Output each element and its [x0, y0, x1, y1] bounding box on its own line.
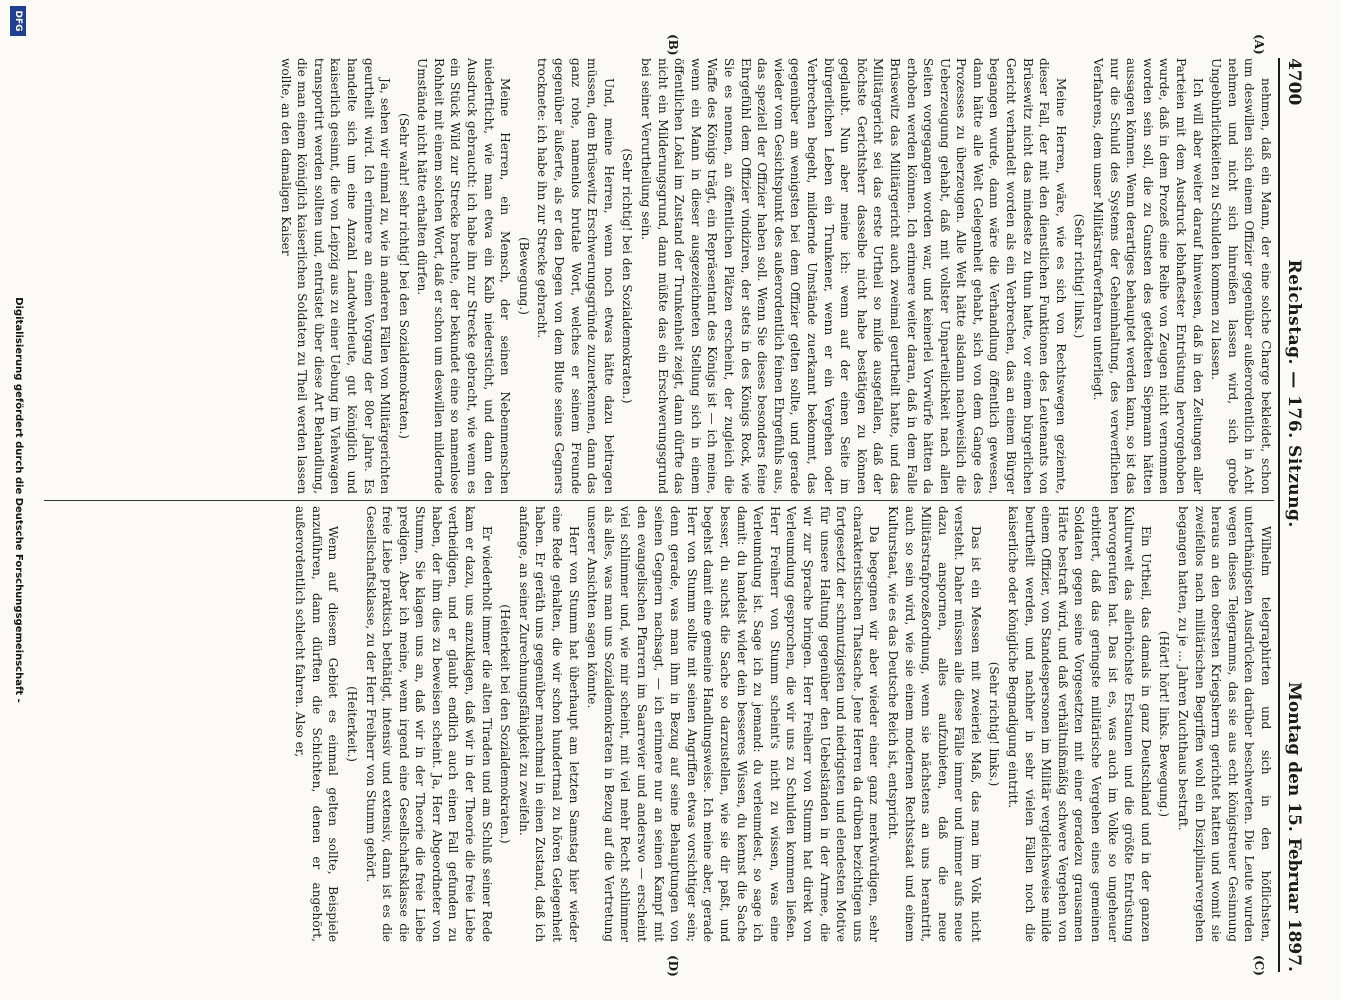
margin-marker-b: (B): [666, 34, 680, 56]
page-date: Montag den 15. Februar 1897.: [1284, 682, 1304, 972]
page-title: Reichstag. — 176. Sitzung.: [1284, 259, 1304, 528]
left-column: [44, 58, 1274, 494]
paragraph: Das ist ein Messen mit zweierlei Maß, das man im Volk nicht versteht. Daher müssen alle diese Fälle immer und immer aufs neue dazu anspornen, alles aufzubieten, daß die neue Militärstrafprozeßordnung, wenn sie nächstens an uns herantritt, auch so sein wird, wie sie einem modernen Rechtsstaat und einem Kulturstaat, wie es das Deutsche Reich ist, entspricht.: [885, 506, 983, 942]
margin-marker-c: (C): [1252, 955, 1266, 976]
dfg-logo: DFG: [10, 6, 26, 36]
interjection: (Heiterkeit.): [344, 686, 359, 762]
paragraph: Meine Herren, ein Mensch, der seinen Nebenmenschen niederfticht, wie man etwa ein Kalb niedersticht, und dann den Ausdruck gebraucht: ich habe ihn zur Strecke gebracht, wie wenn es ein Stück Wild zur Strecke brachte, der bekundet eine so namenlose Rohheit mit einem solchen Wort, daß er schon um deswillen mildernde Umstände nicht hätte erhalten dürfen.: [415, 58, 513, 494]
page-number: 4700: [1284, 58, 1304, 106]
margin-marker-a: (A): [1252, 34, 1266, 55]
paragraph: Er wiederholt immer die alten Tiraden und am Schluß seiner Rede kam er dazu, uns anzuklagen, daß wir in der Theorie die freie Liebe vertheidigen, und er glaubt endlich auch einen Fall gefunden zu haben, der ihm dies zu beweisen scheint. Ja, Herr Abgeordneter von Stumm, Sie klagen uns an, daß wir in der Theorie die freie Liebe predigen. Aber ich meine, wenn irgend eine Gesellschaftsklasse die freie Liebe praktisch bethätigt, intensiv und extensiv, dann ist es die Gesellschaftsklasse, zu der Herr Freiherr von Stumm gehört.: [363, 506, 494, 942]
paragraph: nehmen, daß ein Mann, der eine solche Charge bekleidet, schon um deswillen sich einem Offizier gegenüber außerordentlich in Acht nehmen und nicht sich hinreißen lassen wird, sich grobe Ungebührlichkeiten zu Schulden kommen zu lassen.: [1209, 58, 1273, 494]
column-divider: [44, 500, 1274, 501]
paragraph: Wenn auf diesem Gebiet es einmal gelten sollte, Beispiele anzuführen, dann dürften die Schichten, denen er angehört, außerordentlich schlecht fahren. Also er,: [293, 506, 341, 942]
paragraph: Wilhelm telegraphirten und sich in den höflichsten, unterthänigsten Ausdrücken darüber beschwerten. Die Leute wurden wegen dieses Telegramms, das sie aus echt königstreuer Gesinnung heraus an den obersten Kriegsherrn gerichtet hatten und womit sie zweifellos nach militärischen Begriffen wohl ein Disziplinarvergehen begangen hatten, zu je ... Jahren Zuchthaus bestraft.: [1176, 506, 1273, 942]
paragraph: Ja, sehen wir einmal zu, wie in anderen Fällen von Militärgerichten geurtheilt wird. Ich erinnere an einen Vorgang der 80er Jahre. Es handelte sich um eine Anzahl Landwehrleute, gut königlich und kaiserlich gesinnt, die von Leipzig aus zu einer Uebung im Viehwagen transportirt werden sollten und, entrüstet über diese Art Behandlung, die man einem königlich kaiserlichen Soldaten zu Theil werden lassen wollte, an den damaligen Kaiser: [278, 58, 393, 494]
paragraph: Und, meine Herren, wenn noch etwas hätte dazu beitragen müssen, dem Brüsewitz Erschwerungsgründe zuzuerkennen, dann das ganz rohe, namenlos brutale Wort, welches er seinem Freunde gegenüber äußerte, als er den Degen von dem Blute seines Gegners trocknete: ich habe ihn zur Strecke gebracht.: [535, 58, 616, 494]
paragraph: Ich will aber weiter darauf hinweisen, daß in den Zeitungen aller Parteien mit dem Ausdruck lebhaftester Entrüstung hervorgehoben wurde, daß in dem Prozeß eine Reihe von Zeugen nicht vernommen worden sein soll, die zu Gunsten des getödteten Siepmann hätten aussagen können. Wenn derartiges behauptet werden kann, so ist das nur die Schuld des Systems der Geheimhaltung, des verwerflichen Verfahrens, dem unser Militärstrafverfahren unterliegt.: [1091, 58, 1205, 494]
margin-marker-d: (D): [666, 955, 680, 977]
paragraph: Da begegnen wir aber wieder einer ganz merkwürdigen, sehr charakteristischen Thatsache. Jene Herren da drüben bezichtigen uns fortgesetzt der schmutzigsten und niedrigsten und elendesten Motive für unsere Haltung gegenüber den Uebelständen in der Armee, die wir zur Sprache bringen. Herr Freiherr von Stumm hat direkt von Verleumdung gesprochen, die wir uns zu Schulden kommen ließen. Herr Freiherr von Stumm scheint's nicht zu wissen, was eine Verleumdung ist. Sage ich zu jemand: du verleumdest, so sage ich damit: du handelst wider dein besseres Wissen, du kennst die Sache besser, du suchst die Sache so darzustellen, wie sie dir paßt, und begehst damit eine gemeine Handlungsweise. Ich meine aber, gerade Herr von Stumm sollte mit seinen Angriffen etwas vorsichtiger sein; denn gerade, was man ihm in Bezug auf seine Behauptungen von seinen Gegnern nachsagt, — ich erinnere nur an seinen Kampf mit den evangelischen Pfarrern im Saarrevier und anderswo — erscheint viel schlimmer und, wie mir scheint, mit viel mehr Recht schlimmer als alles, was man uns Sozialdemokraten in Bezug auf die Vertretung unserer Ansichten sagen könnte.: [585, 506, 882, 942]
right-column: [44, 506, 1274, 942]
interjection: (Sehr richtig! bei den Sozialdemokraten.): [620, 148, 635, 404]
funding-notice: Digitalisierung gefördert durch die Deutsche Forschungsgemeinschaft -: [13, 297, 24, 703]
page-footer: [0, 0, 30, 1000]
paragraph: Herr von Stumm hat überhaupt am letzten Samstag hier wieder eine Rede gehalten, die wir schon hundertmal zu hören Gelegenheit haben. Er geräth uns gegenüber manchmal in einen Zustand, daß ich anfange, an seiner Zurechnungsfähigkeit zu zweifeln.: [516, 506, 581, 942]
interjection: (Sehr richtig! links.): [1072, 213, 1087, 339]
page-header: [1278, 58, 1328, 972]
interjection: (Sehr wahr! sehr richtig! bei den Sozialdemokraten.): [396, 113, 411, 439]
interjection: (Bewegung.): [516, 237, 531, 315]
interjection: (Hört! hört! links. Bewegung.): [1157, 630, 1172, 818]
interjection: (Heiterkeit bei den Sozialdemokraten.): [498, 604, 513, 844]
paragraph: Ein Urtheil, das damals in ganz Deutschland und in der ganzen Kulturwelt das allerhöchste Erstaunen und die größte Entrüstung hervorgerufen hat. Das ist es, was auch im Volke so ungeheuer erbittert, daß das geringste militärische Vergehen eines gemeinen Soldaten gegen seine Vorgesetzten mit einer geradezu grausamen Härte bestraft wird, und daß verhältnißmäßig schwere Vergehen von einem Offizier, von Standespersonen im Militär vergleichsweise milde beurtheilt werden, und nachher in sehr vielen Fällen noch die kaiserliche oder königliche Begnadigung eintritt.: [1006, 506, 1153, 942]
interjection: (Sehr richtig! links.): [987, 661, 1002, 787]
paragraph: Meine Herren, wäre, wie es sich von Rechtswegen geziemte, dieser Fall, der mit den dienstlichen Funktionen des Leutenants von Brüsewitz nicht das mindeste zu thun hatte, vor einem bürgerlichen Gericht verhandelt worden als ein Verbrechen, das an einem Bürger begangen wurde, dann wäre die Verhandlung öffentlich gewesen, dann hätte alle Welt Gelegenheit gehabt, sich von dem Gange des Prozesses zu überzeugen. Alle Welt hätte alsdann nachweislich die Ueberzeugung gehabt, daß mit vollster Unparteilichkeit nach allen Seiten vorgegangen worden war, und keinerlei Vorwürfe hätten da erhoben werden können. Ich erinnere weiter daran, daß in dem Falle Brüsewitz das Militärgericht auch zweimal geurtheilt hatte, und das Militärgericht sei das erste Urtheil so milde ausgefallen, daß der höchste Gerichtsherr dasselbe nicht habe bestätigen zu können geglaubt. Nun aber meine ich: wenn auf der einen Seite im bürgerlichen Leben ein Trunkener, wenn er ein Vergehen oder Verbrechen begeht, mildernde Umstände zuerkannt bekommt, das gegenüber am wenigsten bei dem Offizier gelten sollte, und gerade wieder vom Gesichtspunkt des außerordentlich feinen Ehrgefühls aus, das speziell der Offizier haben soll. Wenn Sie dieses besonders feine Ehrgefühl dem Offizier vindiziren, der stets in des Königs Rock, wie Sie es nennen, an öffentlichen Plätzen erscheint, der zugleich die Waffe des Königs trägt, ein Repräsentant des Königs ist — ich meine, wenn ein Mann in dieser ausgezeichneten Stellung sich in einem öffentlichen Lokal im Zustand der Trunkenheit zeigt, dann dürfte das nicht ein Milderungsgrund, dann müßte das ein Erschwerungsgrund bei seiner Verurtheilung sein.: [639, 58, 1068, 494]
